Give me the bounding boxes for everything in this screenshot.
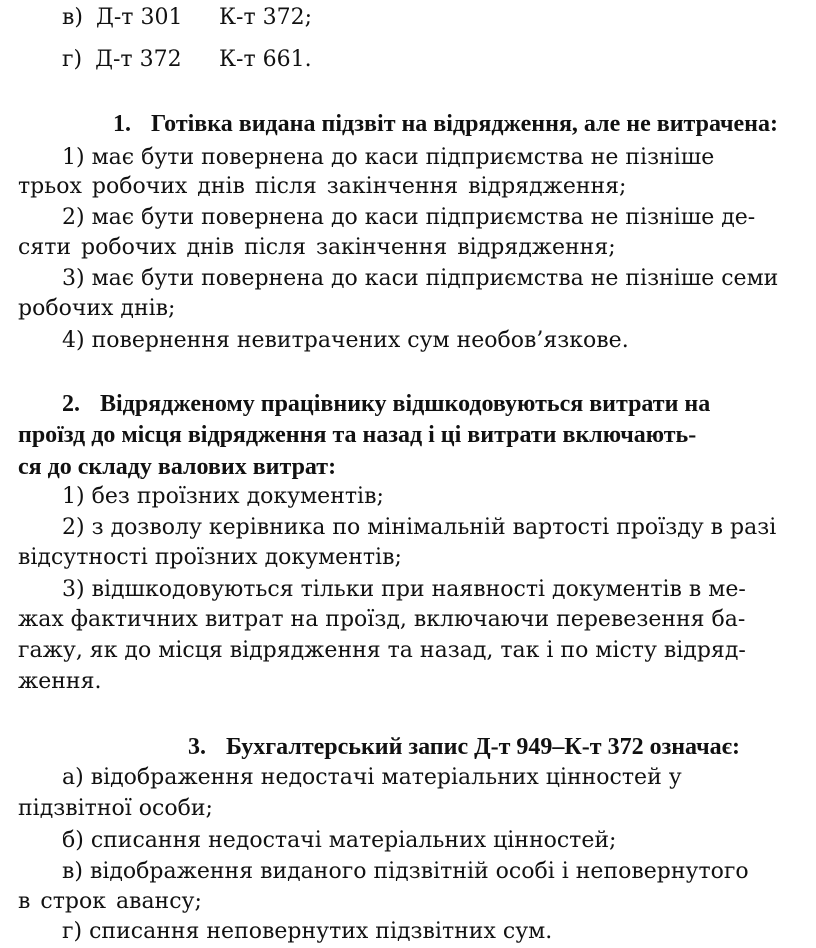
prev-option-v xyxy=(62,3,313,33)
question-2-title-line-2: проїзд до місця відрядження та назад і ці витрати включають- xyxy=(18,422,697,448)
question-1-title xyxy=(113,109,778,139)
question-2-answer-3-line-3: гажу, як до місця відрядження та назад, так і по місту відряд- xyxy=(18,638,746,663)
question-2-title-line-1 xyxy=(62,389,710,419)
question-3-answer-b-line-1: б) списання недостачі матеріальних цінностей; xyxy=(62,828,617,853)
question-title: Бухгалтерський запис Д-т 949–К-т 372 означає: xyxy=(226,734,740,760)
question-2-answer-2-line-1: 2) з дозволу керівника по мінімальній вартості проїзду в разі xyxy=(62,515,777,540)
question-title: Відрядженому працівнику відшкодовуються витрати на xyxy=(100,391,711,417)
question-1-answer-1-line-1: 1) має бути повернена до каси підприємства не пізніше xyxy=(62,145,715,170)
question-3-answer-v-line-1: в) відображення виданого підзвітній особі і неповернутого xyxy=(62,859,749,884)
prev-option-label: г) xyxy=(62,47,83,72)
question-3-answer-a-line-1: а) відображення недостачі матеріальних цінностей у xyxy=(62,765,682,790)
prev-option-label: в) xyxy=(62,5,83,30)
question-1-answer-3-line-2: робочих днів; xyxy=(18,296,176,321)
question-2-answer-3-line-1: 3) відшкодовуються тільки при наявності документів в ме- xyxy=(62,577,746,602)
question-3-answer-v-line-2: в строк авансу; xyxy=(18,889,202,914)
question-1-answer-4-line-1: 4) повернення невитрачених сум необов’язкове. xyxy=(62,328,629,353)
question-1-answer-1-line-2: трьох робочих днів після закінчення відрядження; xyxy=(18,174,627,199)
prev-option-debit: Д-т 372 xyxy=(95,47,182,72)
question-2-answer-1-line-1: 1) без проїзних документів; xyxy=(62,484,384,509)
prev-option-credit: К-т 372; xyxy=(219,5,313,30)
question-number: 3. xyxy=(188,734,206,760)
prev-option-g xyxy=(62,45,312,75)
question-2-answer-3-line-4: ження. xyxy=(18,669,102,694)
question-title: Готівка видана підзвіт на відрядження, але не витрачена: xyxy=(151,111,778,137)
question-3-answer-g-line-1: г) списання неповернутих підзвітних сум. xyxy=(62,919,553,944)
prev-option-debit: Д-т 301 xyxy=(95,5,183,30)
question-2-answer-2-line-2: відсутності проїзних документів; xyxy=(18,545,402,570)
question-3-title xyxy=(188,732,740,762)
question-3-answer-a-line-2: підзвітної особи; xyxy=(18,796,213,821)
question-1-answer-2-line-2: сяти робочих днів після закінчення відрядження; xyxy=(18,235,616,260)
question-number: 2. xyxy=(62,391,80,417)
question-1-answer-3-line-1: 3) має бути повернена до каси підприємства не пізніше семи xyxy=(62,266,779,291)
question-number: 1. xyxy=(113,111,131,137)
prev-option-credit: К-т 661. xyxy=(219,47,312,72)
question-1-answer-2-line-1: 2) має бути повернена до каси підприємства не пізніше де- xyxy=(62,205,756,230)
question-2-title-line-3: ся до складу валових витрат: xyxy=(18,454,337,480)
question-2-answer-3-line-2: жах фактичних витрат на проїзд, включаючи перевезення ба- xyxy=(18,607,746,632)
